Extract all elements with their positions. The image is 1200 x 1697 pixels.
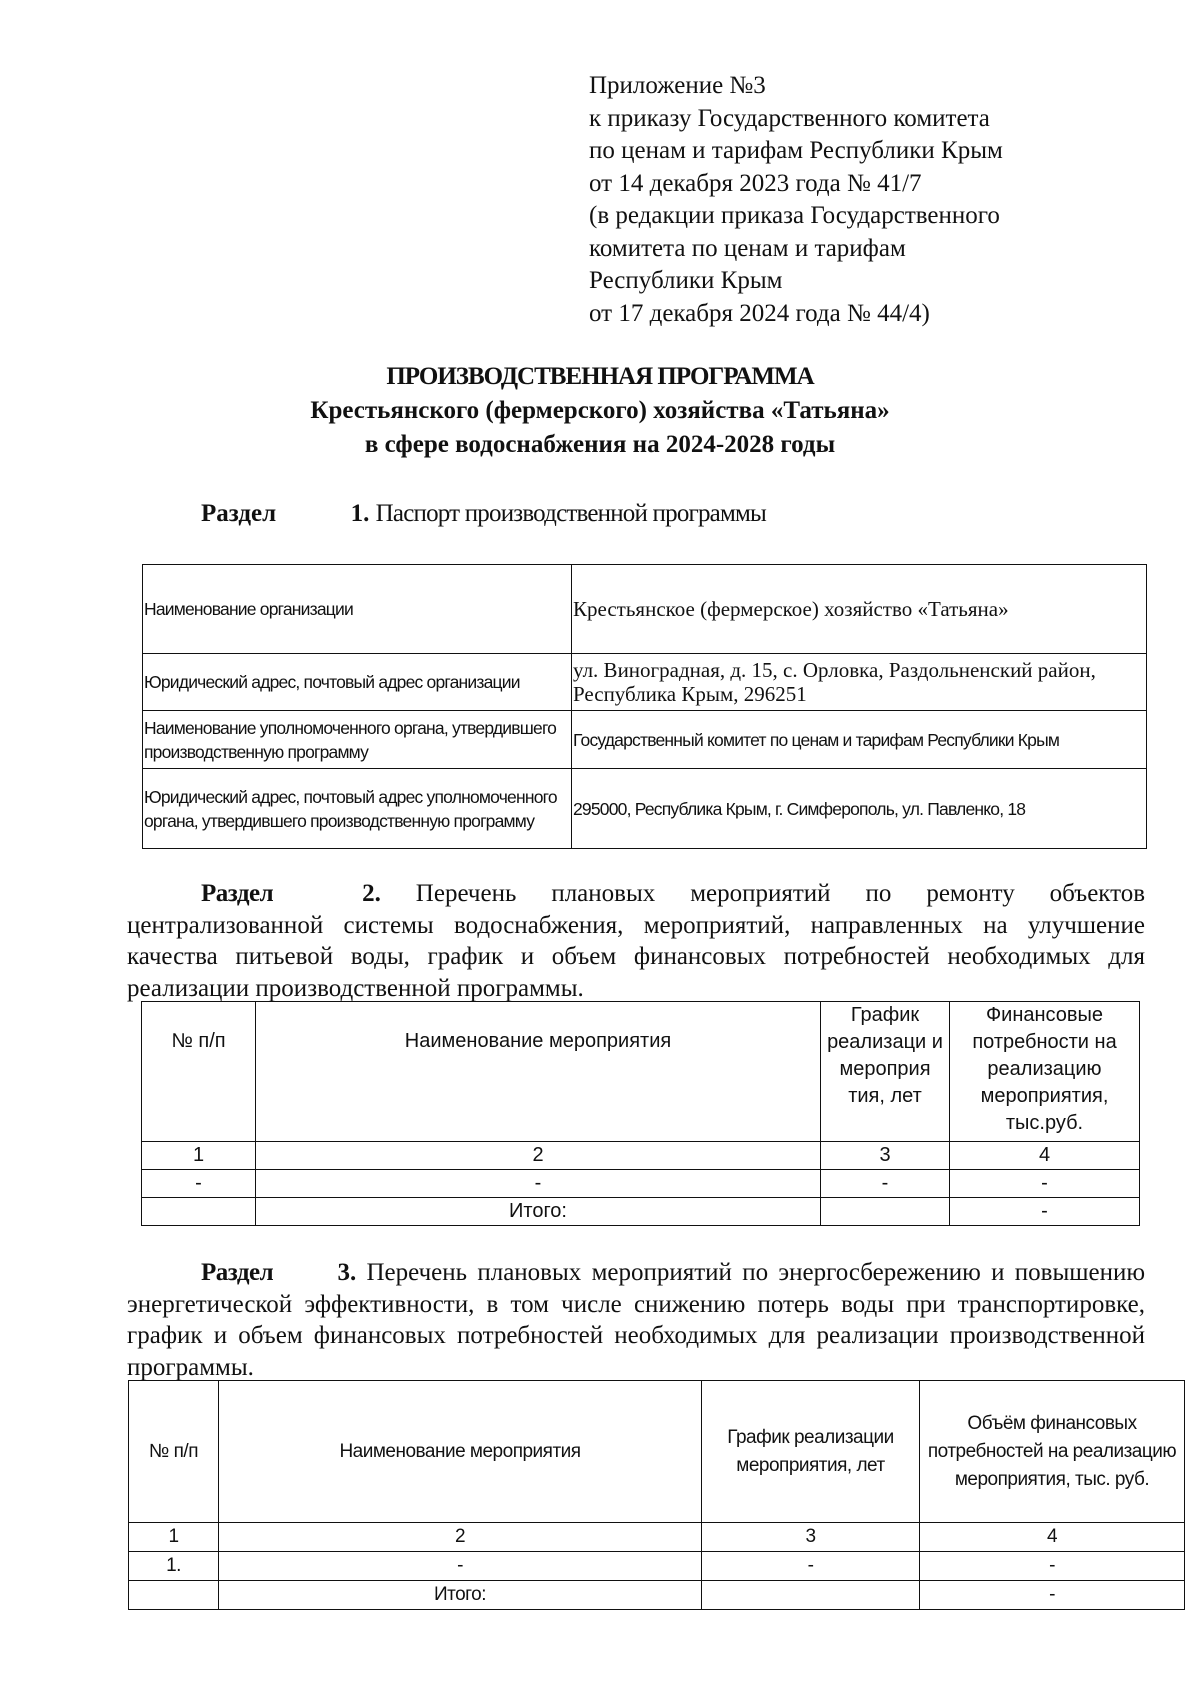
table-cell bbox=[821, 1198, 950, 1226]
approval-line: комитета по ценам и тарифам bbox=[589, 234, 906, 262]
section-1-text: Паспорт производственной программы bbox=[375, 500, 767, 527]
table-cell: 1. bbox=[129, 1552, 219, 1581]
column-header: № п/п bbox=[129, 1381, 219, 1523]
section-2-number: 2. bbox=[362, 880, 381, 907]
section-1-number: 1. bbox=[350, 500, 370, 527]
passport-value: Крестьянское (фермерское) хозяйство «Татьяна» bbox=[572, 565, 1147, 654]
table-cell: - bbox=[702, 1552, 920, 1581]
section-1-heading bbox=[201, 500, 766, 528]
table-row bbox=[129, 1552, 1185, 1581]
approval-line: (в редакции приказа Государственного bbox=[589, 202, 1000, 229]
column-header: График реализации мероприятия, лет bbox=[702, 1381, 920, 1523]
table-cell bbox=[129, 1581, 219, 1610]
table-row bbox=[143, 654, 1147, 711]
energy-saving-table bbox=[128, 1380, 1185, 1610]
section-3-text: Перечень плановых мероприятий по энергосбережению и повышению энергетической эффективности, в том числе снижению потерь воды при транспортировке, график и объем финансовых потребностей необходимых для реализации производственной программы. bbox=[127, 1259, 1146, 1381]
table-cell bbox=[142, 1198, 256, 1226]
table-cell: - bbox=[920, 1552, 1185, 1581]
title-line-3: в сфере водоснабжения на 2024-2028 годы bbox=[364, 431, 836, 458]
column-number: 2 bbox=[256, 1142, 821, 1170]
passport-value: 295000, Республика Крым, г. Симферополь, ул. Павленко, 18 bbox=[572, 769, 1147, 849]
column-number: 1 bbox=[129, 1523, 219, 1552]
column-header: Объём финансовых потребностей на реализацию мероприятия, тыс. руб. bbox=[920, 1381, 1185, 1523]
column-number: 3 bbox=[702, 1523, 920, 1552]
repair-measures-table bbox=[141, 1001, 1140, 1226]
column-number: 4 bbox=[920, 1523, 1185, 1552]
section-1-label: Раздел bbox=[201, 500, 277, 527]
table-header-row bbox=[129, 1381, 1185, 1523]
passport-label: Юридический адрес, почтовый адрес уполномоченного органа, утвердившего производственную программу bbox=[143, 769, 572, 849]
table-cell: - bbox=[256, 1170, 821, 1198]
table-row bbox=[143, 711, 1147, 769]
passport-label: Юридический адрес, почтовый адрес организации bbox=[143, 654, 572, 711]
approval-line: от 14 декабря 2023 года № 41/7 bbox=[589, 169, 922, 197]
column-number: 3 bbox=[821, 1142, 950, 1170]
passport-value: ул. Виноградная, д. 15, с. Орловка, Раздольненский район, Республика Крым, 296251 bbox=[572, 654, 1147, 711]
table-cell: - bbox=[142, 1170, 256, 1198]
total-label: Итого: bbox=[256, 1198, 821, 1226]
section-3-label: Раздел bbox=[201, 1259, 274, 1286]
section-2-label: Раздел bbox=[201, 880, 274, 907]
total-value: - bbox=[950, 1198, 1140, 1226]
table-header-row bbox=[142, 1002, 1140, 1142]
total-row bbox=[129, 1581, 1185, 1610]
passport-table bbox=[142, 564, 1147, 849]
approval-note bbox=[589, 70, 1003, 330]
total-value: - bbox=[920, 1581, 1185, 1610]
column-header: № п/п bbox=[142, 1002, 256, 1142]
section-2-text: Перечень плановых мероприятий по ремонту объектов централизованной системы водоснабжения, мероприятий, направленных на улучшение качества питьевой воды, график и объем финансовых потребностей необходимых для реализации производственной программы. bbox=[127, 880, 1146, 1002]
approval-line: по ценам и тарифам Республики Крым bbox=[589, 137, 1003, 164]
total-row bbox=[142, 1198, 1140, 1226]
table-cell: - bbox=[821, 1170, 950, 1198]
title-line-1: ПРОИЗВОДСТВЕННАЯ ПРОГРАММА bbox=[386, 363, 814, 390]
column-number: 4 bbox=[950, 1142, 1140, 1170]
passport-value: Государственный комитет по ценам и тарифам Республики Крым bbox=[572, 711, 1147, 769]
column-header: График реализаци и мероприя тия, лет bbox=[821, 1002, 950, 1142]
table-row bbox=[143, 565, 1147, 654]
section-3-heading bbox=[127, 1257, 1145, 1383]
document-title bbox=[0, 360, 1200, 462]
approval-line: Республики Крым bbox=[589, 267, 783, 294]
approval-line: Приложение №3 bbox=[589, 72, 766, 99]
title-line-2: Крестьянского (фермерского) хозяйства «Татьяна» bbox=[310, 397, 890, 424]
table-row bbox=[143, 769, 1147, 849]
column-number: 2 bbox=[219, 1523, 702, 1552]
total-label: Итого: bbox=[219, 1581, 702, 1610]
section-3-number: 3. bbox=[337, 1259, 357, 1286]
approval-line: к приказу Государственного комитета bbox=[589, 104, 990, 132]
column-number: 1 bbox=[142, 1142, 256, 1170]
table-cell: - bbox=[219, 1552, 702, 1581]
column-header: Наименование мероприятия bbox=[219, 1381, 702, 1523]
passport-label: Наименование организации bbox=[143, 565, 572, 654]
table-cell bbox=[702, 1581, 920, 1610]
section-2-heading bbox=[127, 878, 1145, 1004]
column-header: Финансовые потребности на реализацию мероприятия, тыс.руб. bbox=[950, 1002, 1140, 1142]
table-row bbox=[142, 1170, 1140, 1198]
table-cell: - bbox=[950, 1170, 1140, 1198]
table-row bbox=[142, 1142, 1140, 1170]
passport-label: Наименование уполномоченного органа, утвердившего производственную программу bbox=[143, 711, 572, 769]
approval-line: от 17 декабря 2024 года № 44/4) bbox=[589, 299, 930, 327]
column-header: Наименование мероприятия bbox=[256, 1002, 821, 1142]
table-row bbox=[129, 1523, 1185, 1552]
